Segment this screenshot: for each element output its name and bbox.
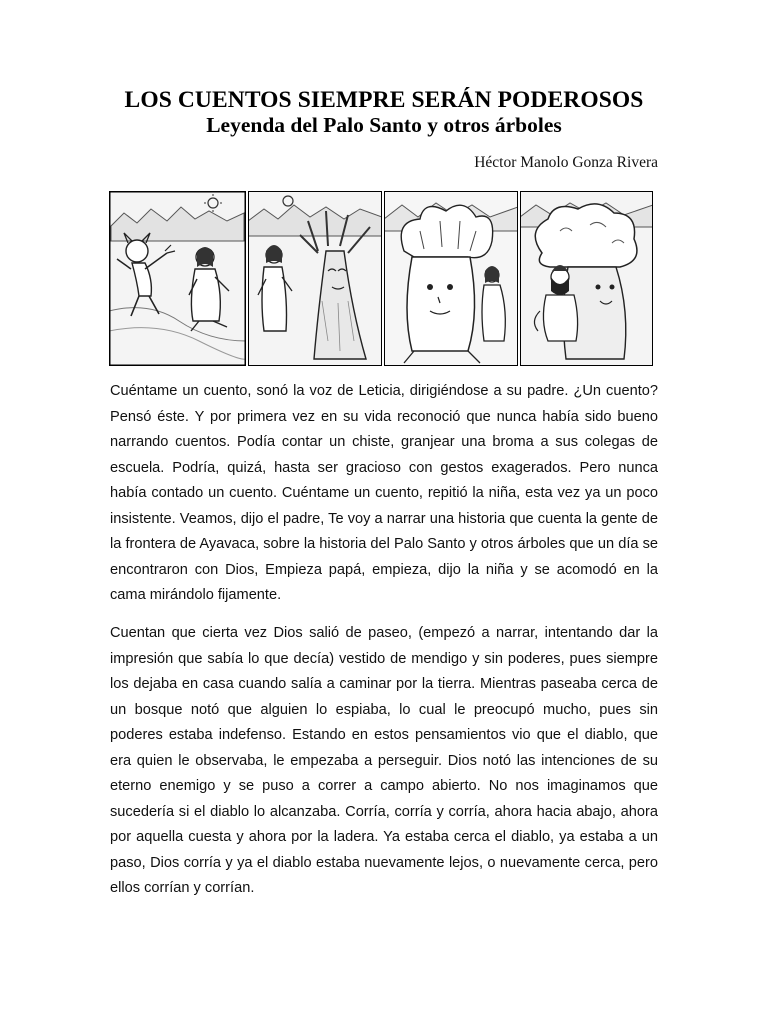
author-name: Héctor Manolo Gonza Rivera	[474, 154, 658, 171]
palo-santo-tree-face-illustration	[384, 191, 518, 366]
illustration-strip	[109, 191, 653, 366]
devil-chasing-god-illustration	[109, 191, 246, 366]
paragraph-2: Cuentan que cierta vez Dios salió de paseo, (empezó a narrar, intentando dar la impresión que sabía lo que decía) vestido de mendigo y sin poderes, pues siempre los dejaba en casa cuando salía a caminar por la tierra. Mientras paseaba cerca de un bosque notó que alguien lo espiaba, lo cual le preocupó mucho, pues sin poderes estaba indefenso. Estando en estos pensamientos vio que el diablo, que era quien le observaba, le empezaba a perseguir. Dios notó las intenciones de su eterno enemigo y se puso a correr a campo abierto. No nos imaginamos que sucedería si el diablo lo alcanzaba. Corría, corría y corría, ahora hacia abajo, ahora por aquella cuesta y ahora por la ladera. Ya estaba cerca el diablo, ya estaba a un paso, Dios corría y ya el diablo estaba nuevamente lejos, o nuevamente cerca, pero ellos corrían y corrían.	[110, 625, 658, 896]
god-walking-past-tree-illustration	[248, 191, 382, 366]
document-title: LOS CUENTOS SIEMPRE SERÁN PODEROSOS	[124, 87, 644, 113]
paragraph-1: Cuéntame un cuento, sonó la voz de Leticia, dirigiéndose a su padre. ¿Un cuento? Pensó éste. Y por primera vez en su vida reconoció que nunca había sido bueno narrando cuentos. Podía contar un chiste, granjear una broma a sus colegas de escuela. Podría, quizá, hasta ser gracioso con gestos exagerados. Pero nunca había contado un cuento. Cuéntame un cuento, repitió la niña, esta vez ya un poco insistente. Veamos, dijo el padre, Te voy a narrar una historia que cuenta la gente de la frontera de Ayavaca, sobre la historia del Palo Santo y otros árboles que un día se encontraron con Dios, Empieza papá, empieza, dijo la niña y se acomodó en la cama mirándolo fijamente.	[110, 383, 658, 603]
document-subtitle: Leyenda del Palo Santo y otros árboles	[206, 113, 562, 137]
tree-hiding-god-illustration	[520, 191, 653, 366]
